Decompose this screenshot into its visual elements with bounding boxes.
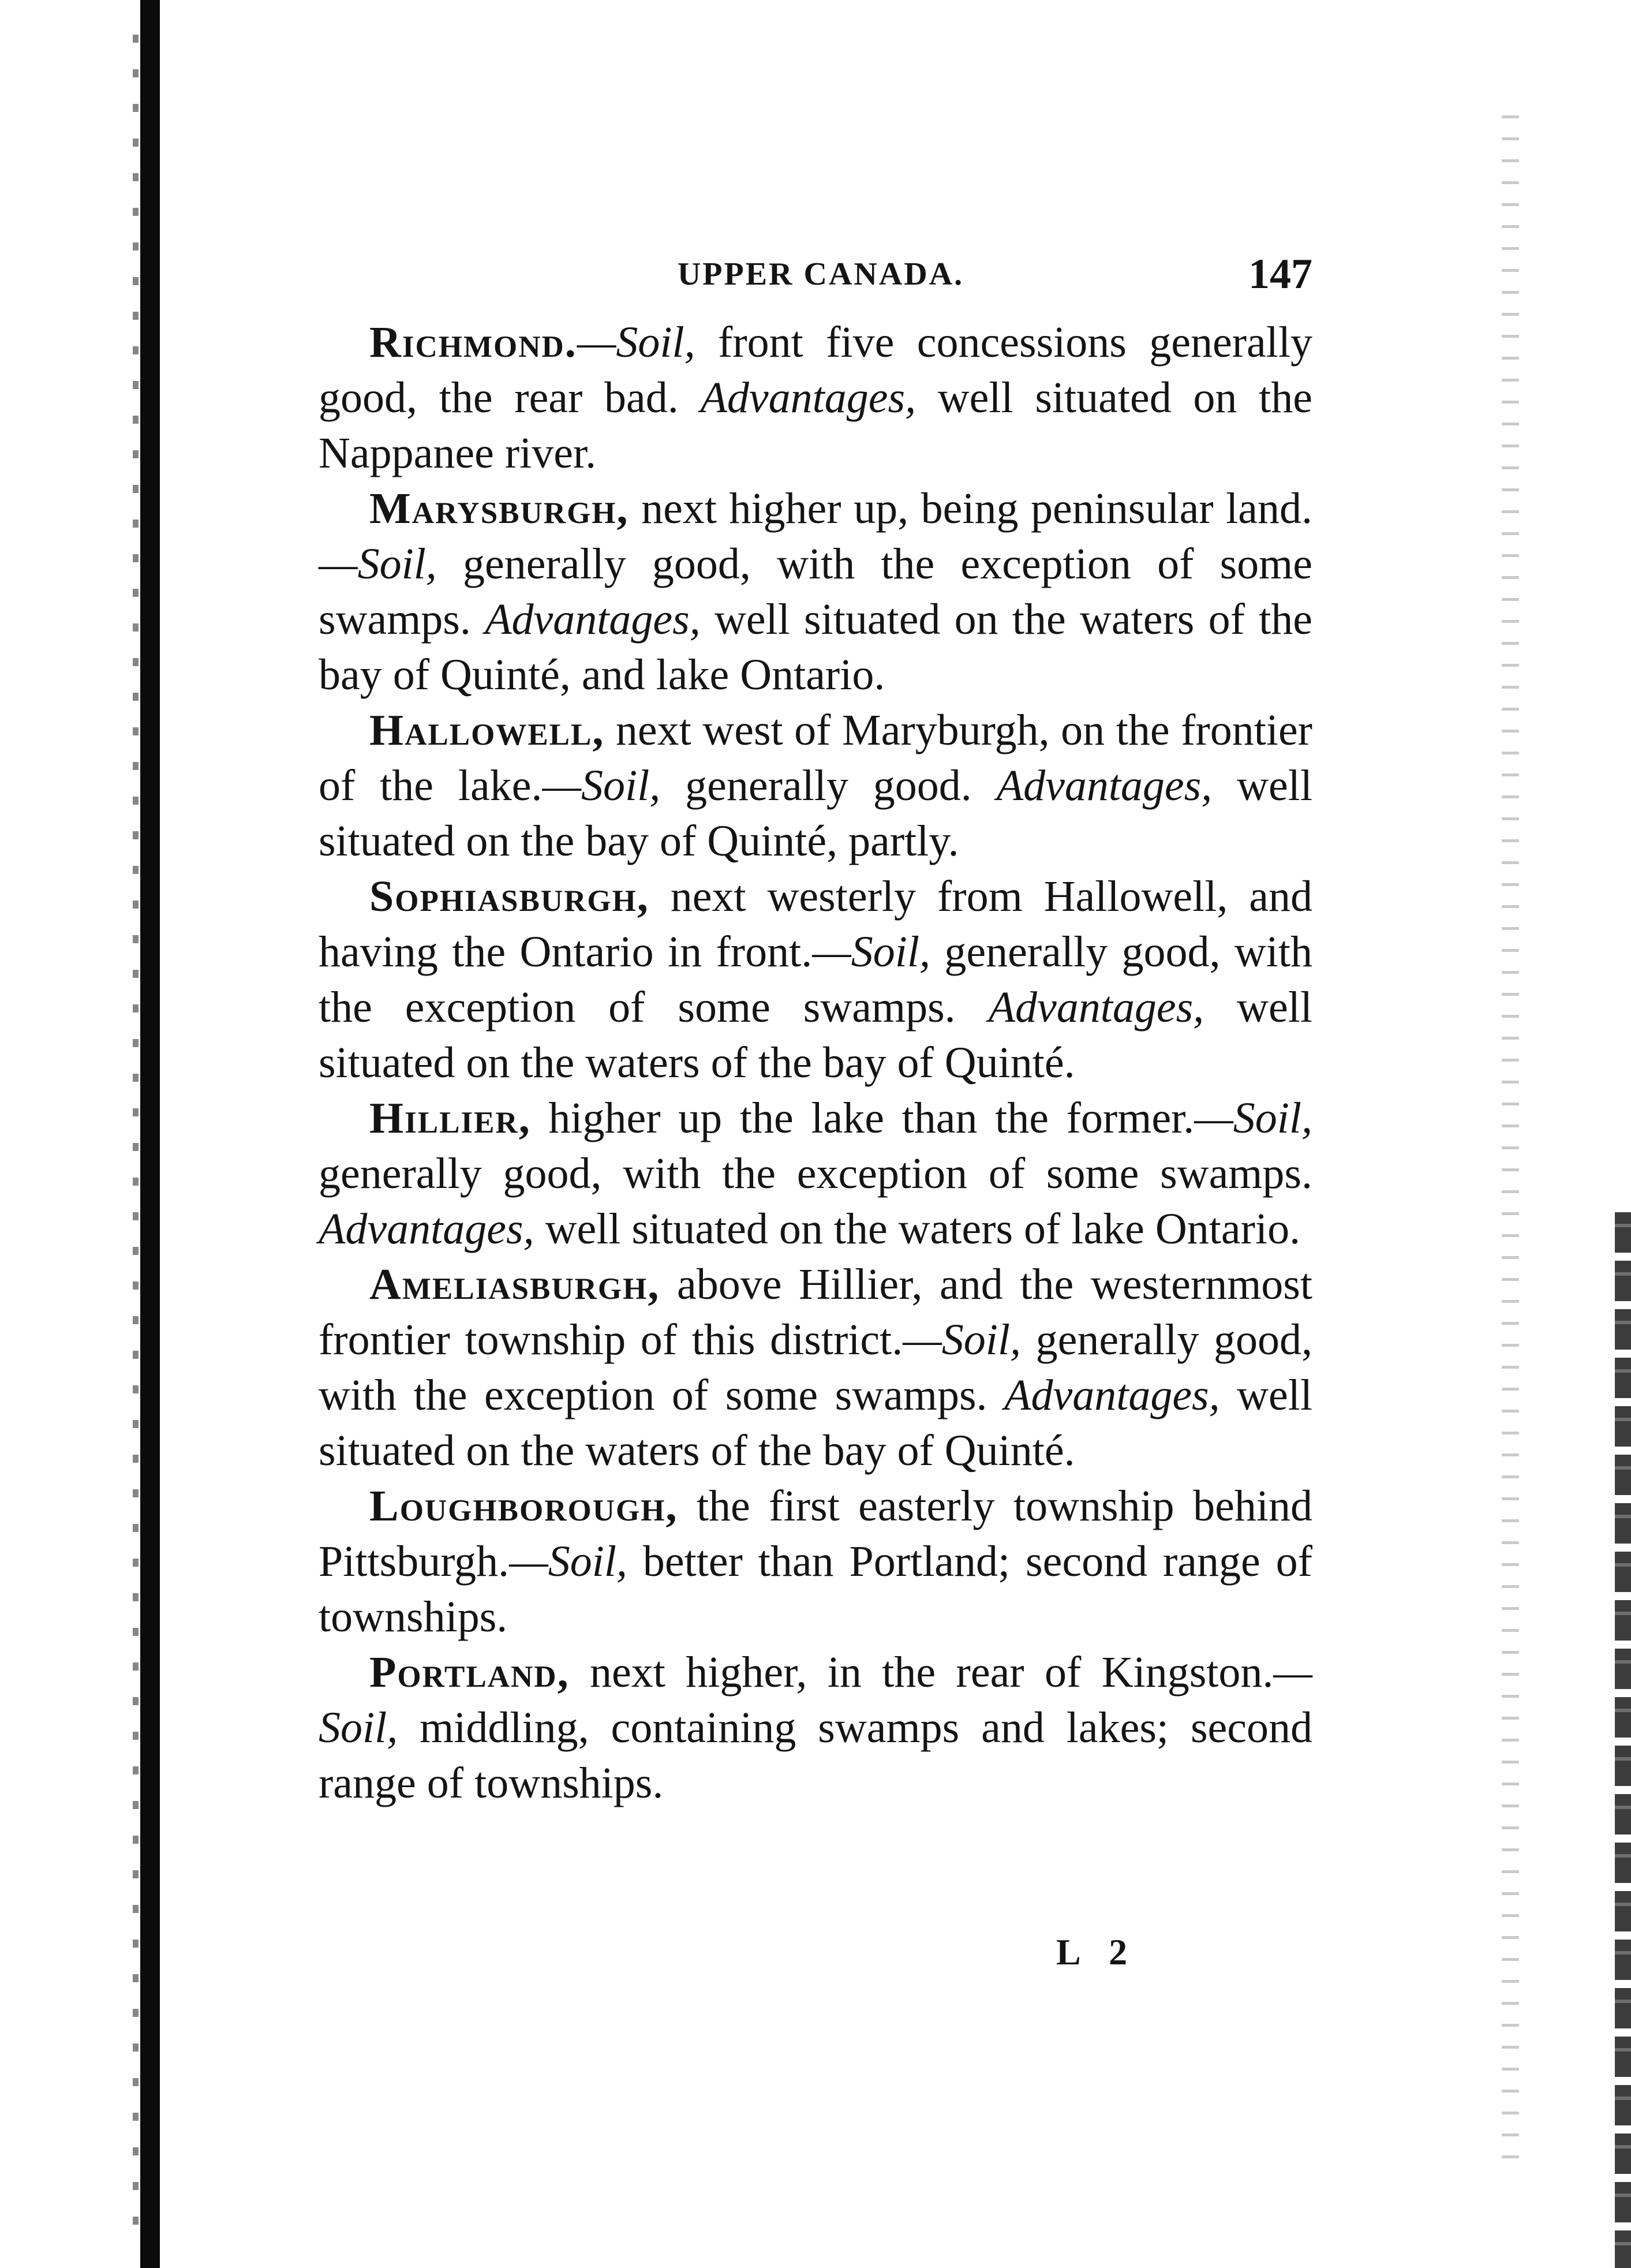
township-name: Portland, xyxy=(369,1648,570,1697)
page-number: 147 xyxy=(1248,251,1312,298)
signature-mark: L 2 xyxy=(1056,1931,1138,1972)
township-location: next higher, in the rear of Kingston. xyxy=(569,1648,1274,1697)
township-location: next west of Maryburgh, on the frontier of the lake. xyxy=(319,706,1312,810)
advantages-text: well situated on the waters of the bay of Quinté, and lake Ontario. xyxy=(319,595,1312,699)
body-text xyxy=(319,315,1312,1811)
soil-label: —Soil, xyxy=(319,1648,1312,1752)
soil-text: generally good, with the exception of some swamps. xyxy=(319,540,1312,644)
township-name: Ameliasburgh, xyxy=(369,1260,660,1309)
advantages-text: well situated on the waters of the bay of Quinté. xyxy=(319,1371,1312,1475)
soil-label: —Soil, xyxy=(812,928,931,976)
page-header xyxy=(319,248,1312,300)
soil-text: generally good, with the exception of some swamps. xyxy=(319,928,1312,1032)
township-name: Hillier, xyxy=(369,1094,531,1142)
page-edge-specks xyxy=(1502,115,1519,2165)
township-name: Hallowell, xyxy=(369,706,605,754)
entry-hallowell xyxy=(319,703,1312,869)
township-location: above Hillier, and the westernmost frontier township of this district. xyxy=(319,1260,1312,1364)
soil-text: generally good. xyxy=(660,761,997,810)
soil-text: generally good, with the exception of some swamps. xyxy=(319,1316,1312,1419)
entry-ameliasburgh xyxy=(319,1257,1312,1478)
soil-label: —Soil, xyxy=(509,1537,627,1586)
soil-label: —Soil, xyxy=(319,540,437,588)
entry-hillier xyxy=(319,1090,1312,1257)
township-name: Marysburgh, xyxy=(369,484,629,533)
entry-richmond xyxy=(319,315,1312,481)
advantages-label: Advantages, xyxy=(996,761,1213,810)
advantages-text: well situated on the Nappanee river. xyxy=(319,373,1312,477)
soil-label: —Soil, xyxy=(903,1316,1022,1364)
township-name: Loughborough, xyxy=(369,1482,678,1530)
binding-edge-marks xyxy=(133,35,139,2228)
entry-portland xyxy=(319,1645,1312,1811)
township-location: the first easterly township behind Pittsburgh. xyxy=(319,1482,1312,1586)
binding-shadow-right xyxy=(1615,1212,1631,2268)
township-location: next higher up, being peninsular land. xyxy=(629,484,1312,533)
advantages-label: Advantages, xyxy=(319,1205,534,1253)
soil-text: better than Portland; second range of townships. xyxy=(319,1537,1312,1641)
entry-loughborough xyxy=(319,1478,1312,1645)
running-title: UPPER CANADA. xyxy=(677,256,964,292)
township-location: next westerly from Hallowell, and having the Ontario in front. xyxy=(319,872,1312,976)
entry-sophiasburgh xyxy=(319,869,1312,1090)
township-location: higher up the lake than the former. xyxy=(530,1094,1195,1142)
soil-label: —Soil, xyxy=(577,318,695,367)
entry-marysburgh xyxy=(319,481,1312,703)
binding-shadow-left xyxy=(140,0,160,2268)
soil-label: —Soil, xyxy=(1194,1094,1312,1142)
soil-text: generally good, with the exception of some swamps. xyxy=(319,1149,1312,1198)
advantages-label: Advantages, xyxy=(988,983,1204,1032)
advantages-text: well situated on the bay of Quinté, partly. xyxy=(319,761,1312,865)
advantages-label: Advantages, xyxy=(700,373,916,422)
township-name: Sophiasburgh, xyxy=(369,872,649,921)
advantages-label: Advantages, xyxy=(1004,1371,1220,1419)
soil-label: —Soil, xyxy=(542,761,661,810)
soil-text: front five concessions generally good, the rear bad. xyxy=(319,318,1312,422)
advantages-text: well situated on the waters of lake Ontario. xyxy=(534,1205,1301,1253)
soil-text: middling, containing swamps and lakes; second range of townships. xyxy=(319,1703,1312,1807)
advantages-label: Advantages, xyxy=(485,595,701,644)
township-name: Richmond. xyxy=(369,318,577,367)
advantages-text: well situated on the waters of the bay of Quinté. xyxy=(319,983,1312,1087)
